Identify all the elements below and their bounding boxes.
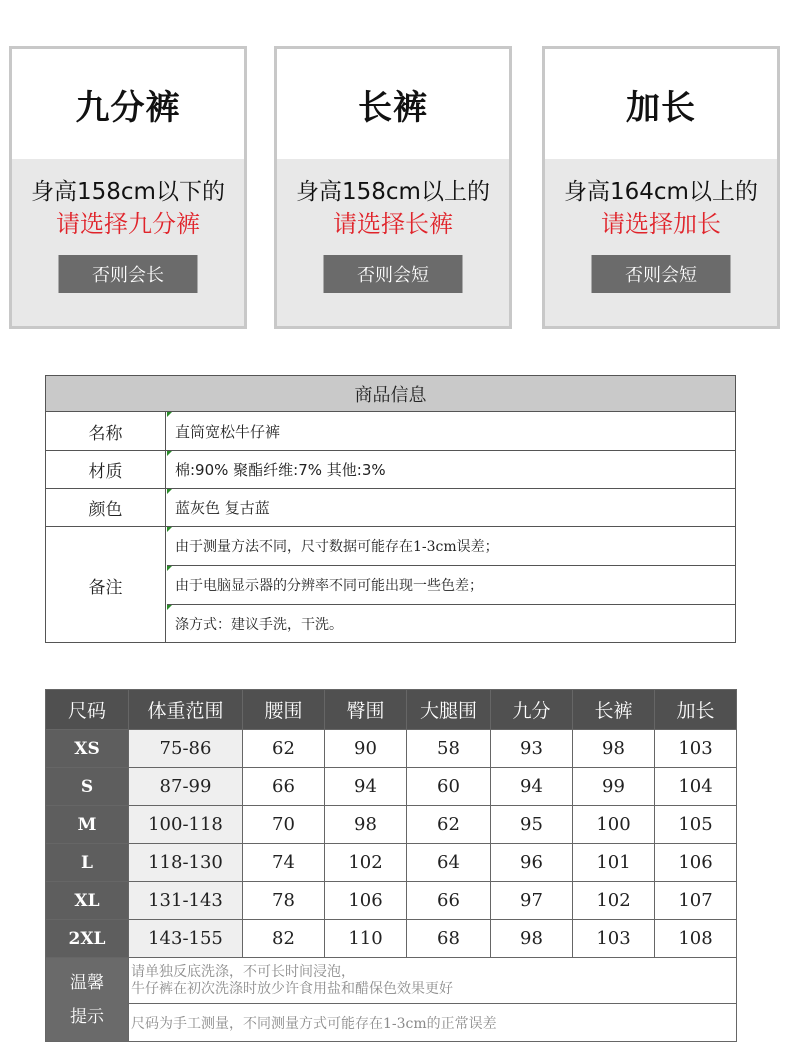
card-extra-long	[542, 46, 780, 329]
table-cell: 98	[573, 730, 655, 768]
table-cell: 107	[655, 882, 737, 920]
card-cropped	[9, 46, 247, 329]
info-row-color	[46, 489, 735, 527]
notes-text: 尺码为手工测量，不同测量方式可能存在1-3cm的正常误差	[129, 1004, 737, 1042]
card-choose-text: 请选择九分裤	[56, 210, 200, 238]
info-row-material	[46, 451, 735, 489]
notes-text	[129, 958, 737, 1004]
table-row	[46, 806, 737, 844]
table-cell: 103	[655, 730, 737, 768]
table-cell: 108	[655, 920, 737, 958]
card-body	[12, 159, 244, 326]
table-cell: 98	[325, 806, 407, 844]
table-cell: 100-118	[129, 806, 243, 844]
table-cell: 99	[573, 768, 655, 806]
info-label: 备注	[46, 527, 166, 643]
card-choose-text: 请选择长裤	[333, 210, 453, 238]
card-long	[274, 46, 512, 329]
table-cell: 110	[325, 920, 407, 958]
table-cell: 96	[491, 844, 573, 882]
notes-label-line: 提示	[70, 1006, 104, 1027]
card-height-text: 身高158cm以上的	[296, 179, 490, 205]
card-title: 长裤	[358, 87, 428, 128]
cell-marker-icon	[167, 489, 172, 494]
size-cell: XS	[46, 730, 129, 768]
remark-line: 由于电脑显示器的分辨率不同可能出现一些色差；	[167, 566, 735, 605]
card-title: 九分裤	[75, 87, 181, 128]
cell-marker-icon	[167, 412, 172, 417]
notes-label	[46, 958, 129, 1042]
card-title: 加长	[626, 87, 696, 128]
card-height-text: 身高164cm以上的	[564, 179, 758, 205]
table-cell: 94	[491, 768, 573, 806]
column-header: 加长	[655, 690, 737, 730]
size-chart-table	[45, 689, 737, 1042]
note-line: 牛仔裤在初次洗涤时放少许食用盐和醋保色效果更好	[131, 980, 453, 997]
card-body	[277, 159, 509, 326]
table-cell: 102	[325, 844, 407, 882]
table-row	[46, 730, 737, 768]
table-cell: 75-86	[129, 730, 243, 768]
column-header: 九分	[491, 690, 573, 730]
table-cell: 78	[243, 882, 325, 920]
info-value: 蓝灰色 复古蓝	[175, 499, 270, 517]
table-cell: 131-143	[129, 882, 243, 920]
table-cell: 95	[491, 806, 573, 844]
cell-marker-icon	[167, 451, 172, 456]
card-warning-badge: 否则会短	[324, 255, 463, 293]
column-header: 大腿围	[407, 690, 491, 730]
size-cell: 2XL	[46, 920, 129, 958]
table-row	[46, 920, 737, 958]
table-cell: 74	[243, 844, 325, 882]
remark-line: 由于测量方法不同，尺寸数据可能存在1-3cm误差；	[167, 527, 735, 566]
notes-row	[46, 1004, 737, 1042]
size-cell: L	[46, 844, 129, 882]
size-cell: XL	[46, 882, 129, 920]
table-cell: 68	[407, 920, 491, 958]
table-cell: 82	[243, 920, 325, 958]
table-cell: 87-99	[129, 768, 243, 806]
table-cell: 100	[573, 806, 655, 844]
table-cell: 64	[407, 844, 491, 882]
card-choose-text: 请选择加长	[601, 210, 721, 238]
table-cell: 62	[407, 806, 491, 844]
info-value: 棉:90% 聚酯纤维:7% 其他:3%	[175, 461, 386, 479]
notes-row	[46, 958, 737, 1004]
table-cell: 98	[491, 920, 573, 958]
table-cell: 62	[243, 730, 325, 768]
cell-marker-icon	[167, 566, 172, 571]
table-cell: 58	[407, 730, 491, 768]
product-info-heading: 商品信息	[46, 376, 735, 412]
table-row	[46, 882, 737, 920]
card-body	[545, 159, 777, 326]
column-header: 臀围	[325, 690, 407, 730]
info-label: 材质	[46, 451, 166, 488]
table-cell: 103	[573, 920, 655, 958]
table-cell: 60	[407, 768, 491, 806]
table-cell: 94	[325, 768, 407, 806]
table-cell: 97	[491, 882, 573, 920]
info-row-name	[46, 412, 735, 451]
table-cell: 101	[573, 844, 655, 882]
info-label: 名称	[46, 412, 166, 450]
note-line: 请单独反底洗涤，不可长时间浸泡，	[131, 963, 355, 980]
card-height-text: 身高158cm以下的	[31, 179, 225, 205]
table-cell: 106	[325, 882, 407, 920]
size-cell: M	[46, 806, 129, 844]
table-cell: 93	[491, 730, 573, 768]
card-warning-badge: 否则会长	[59, 255, 198, 293]
info-label: 颜色	[46, 489, 166, 526]
table-cell: 105	[655, 806, 737, 844]
product-info-table	[45, 375, 736, 643]
info-value: 直筒宽松牛仔裤	[175, 422, 281, 441]
table-cell: 70	[243, 806, 325, 844]
table-cell: 143-155	[129, 920, 243, 958]
table-cell: 106	[655, 844, 737, 882]
cell-marker-icon	[167, 605, 172, 610]
table-cell: 102	[573, 882, 655, 920]
notes-label-line: 温馨	[70, 972, 104, 993]
table-cell: 118-130	[129, 844, 243, 882]
column-header: 长裤	[573, 690, 655, 730]
table-row	[46, 768, 737, 806]
column-header: 腰围	[243, 690, 325, 730]
remark-line: 涤方式：建议手洗，干洗。	[175, 617, 343, 633]
size-table-header-row	[46, 690, 737, 730]
table-cell: 104	[655, 768, 737, 806]
table-cell: 90	[325, 730, 407, 768]
table-cell: 66	[243, 768, 325, 806]
column-header: 体重范围	[129, 690, 243, 730]
table-cell: 66	[407, 882, 491, 920]
card-warning-badge: 否则会短	[592, 255, 731, 293]
table-row	[46, 844, 737, 882]
size-cell: S	[46, 768, 129, 806]
column-header: 尺码	[46, 690, 129, 730]
cell-marker-icon	[167, 527, 172, 532]
